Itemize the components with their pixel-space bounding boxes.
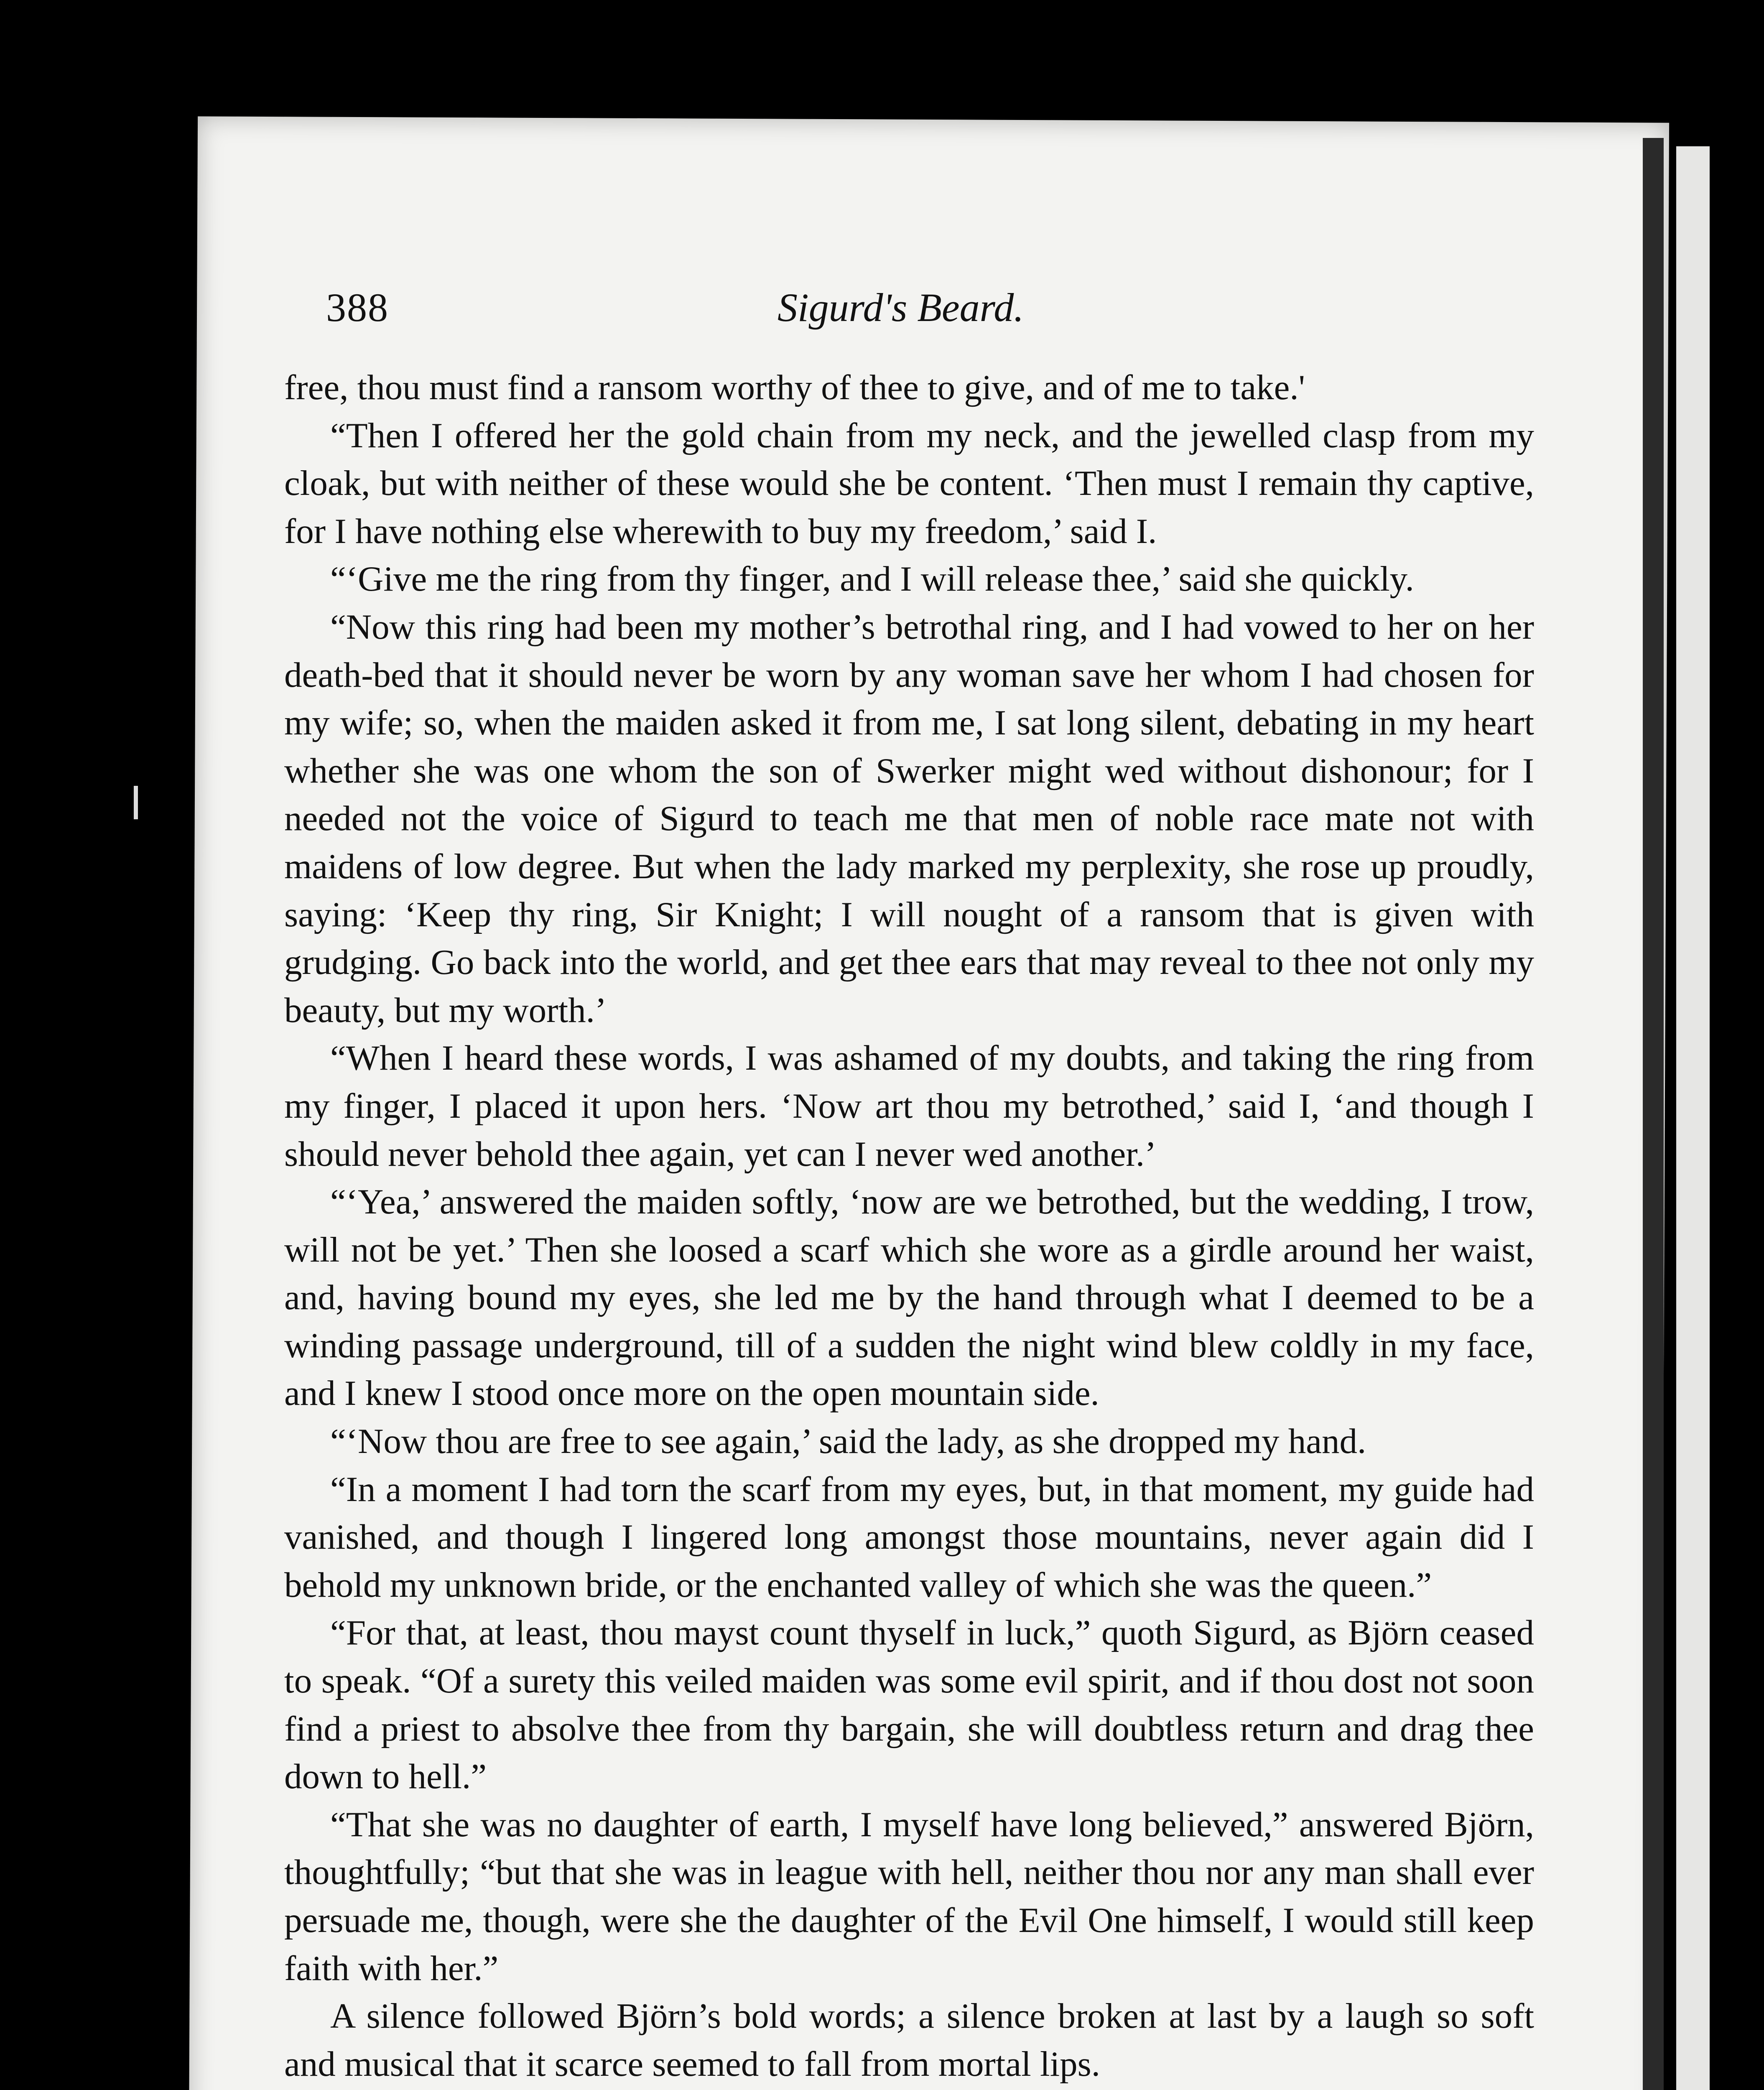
paragraph: “‘Give me the ring from thy finger, and I will release thee,’ said she quickly. — [330, 559, 1414, 599]
paragraph: free, thou must find a ransom worthy of thee to give, and of me to take.' — [284, 368, 1305, 407]
facing-page-edge — [1676, 146, 1710, 2090]
paragraph: “For that, at least, thou mayst count thyself in luck,” quoth Sigurd, as Björn ceased to speak. “Of a surety this veiled maiden was some evil spirit, and if thou dost not soon find a priest to absolve thee from thy bargain, she will doubtless return and drag thee down to hell.” — [284, 1613, 1534, 1797]
body-text — [284, 364, 1534, 2088]
paragraph: “Now this ring had been my mother’s betrothal ring, and I had vowed to her on her death-bed that it should never be worn by any woman save her whom I had chosen for my wife; so, when the maiden asked it from me, I sat long silent, debating in my heart whether she was one whom the son of Swerker might wed without dishonour; for I needed not the voice of Sigurd to teach me that men of noble race mate not with maidens of low degree. But when the lady marked my perplexity, she rose up proudly, saying: ‘Keep thy ring, Sir Knight; I will nought of a ransom that is given with grudging. Go back into the world, and get thee ears that may reveal to thee not only my beauty, but my worth.’ — [284, 607, 1534, 1030]
scan-artifact — [134, 786, 138, 819]
paragraph: “That she was no daughter of earth, I myself have long believed,” answered Björn, thoughtfully; “but that she was in league with hell, neither thou nor any man shall ever persuade me, though, were she the daughter of the Evil One himself, I would still keep faith with her.” — [284, 1805, 1534, 1988]
paragraph: A silence followed Björn’s bold words; a silence broken at last by a laugh so soft and musical that it scarce seemed to fall from mortal lips. — [284, 1996, 1534, 2084]
paragraph: “Then I offered her the gold chain from my neck, and the jewelled clasp from my cloak, but with neither of these would she be content. ‘Then must I remain thy captive, for I have nothing else wherewith to buy my freedom,’ said I. — [284, 415, 1534, 551]
paragraph: “When I heard these words, I was ashamed of my doubts, and taking the ring from my finger, I placed it upon hers. ‘Now art thou my betrothed,’ said I, ‘and though I should never behold thee again, yet can I never wed another.’ — [284, 1038, 1534, 1174]
running-title: Sigurd's Beard. — [777, 285, 1024, 330]
paragraph: “‘Yea,’ answered the maiden softly, ‘now are we betrothed, but the wedding, I trow, will not be yet.’ Then she loosed a scarf which she wore as a girdle around her waist, and, having bound my eyes, she led me by the hand through what I deemed to be a winding passage underground, till of a sudden the night wind blew coldly in my face, and I knew I stood once more on the open mountain side. — [284, 1182, 1534, 1413]
paragraph: “In a moment I had torn the scarf from my eyes, but, in that moment, my guide had vanished, and though I lingered long amongst those mountains, never again did I behold my unknown bride, or the enchanted valley of which she was the queen.” — [284, 1469, 1534, 1605]
page-gutter-shadow — [1643, 138, 1664, 2090]
page-header — [326, 284, 1538, 351]
page-number: 388 — [326, 285, 389, 330]
paragraph: “‘Now thou are free to see again,’ said the lady, as she dropped my hand. — [330, 1422, 1366, 1461]
